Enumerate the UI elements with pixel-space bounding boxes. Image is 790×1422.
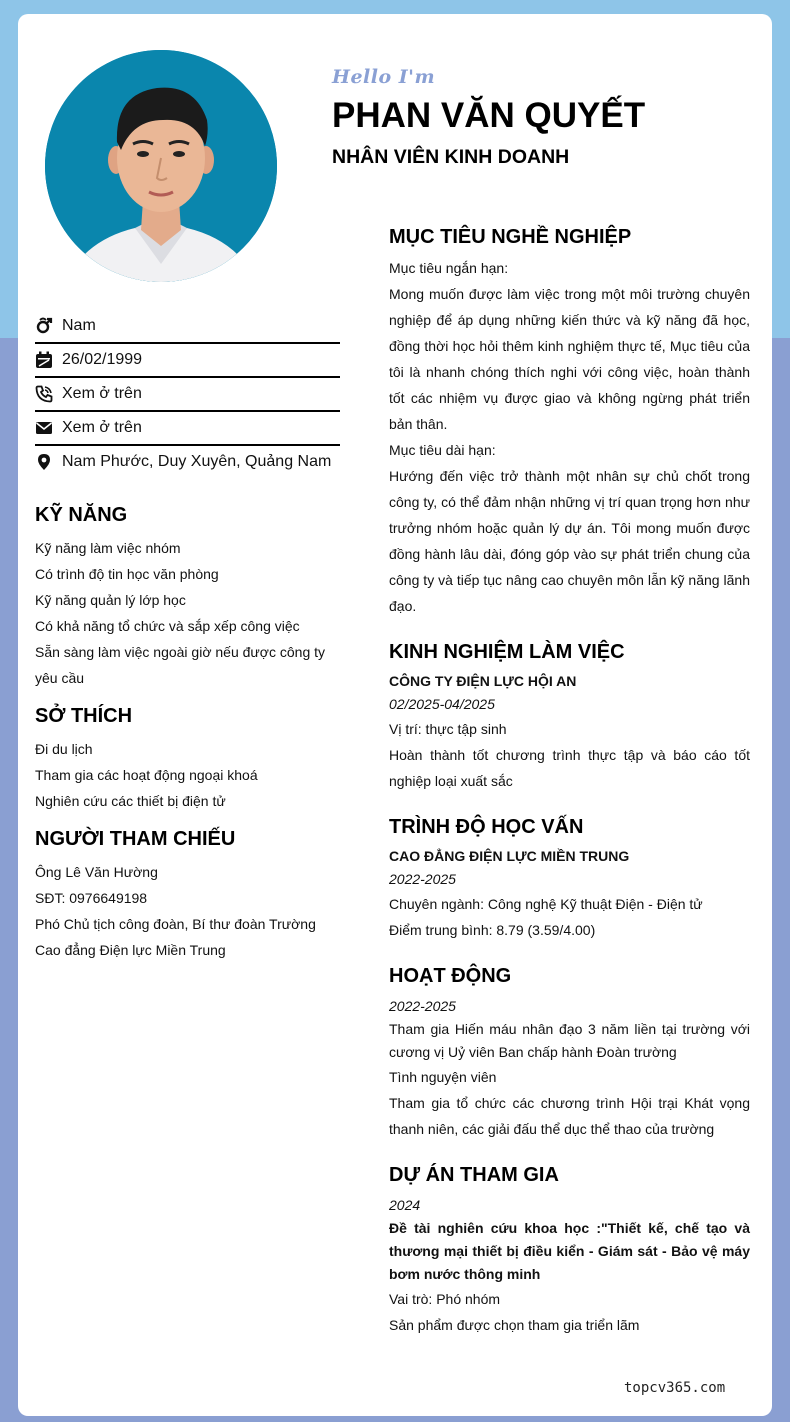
objective-short-text: Mong muốn được làm việc trong một môi trường chuyên nghiệp để áp dụng những kiến thức và kỹ năng đã học, đồng thời học hỏi thêm kinh nghiệm thực tế, Mục tiêu của tôi là nhanh chóng thích nghi với công việc, hoàn thành tốt các nhiệm vụ được giao và không ngừng phát triển bản thân. xyxy=(389,286,750,432)
left-column xyxy=(35,504,345,963)
projects-title: DỰ ÁN THAM GIA xyxy=(389,1164,559,1186)
activities-period: 2022-2025 xyxy=(389,998,456,1014)
skills-section xyxy=(35,504,345,691)
skill-item: Kỹ năng quản lý lớp học xyxy=(35,592,186,608)
hobby-item: Tham gia các hoạt động ngoại khoá xyxy=(35,767,258,783)
contact-address-value: Nam Phước, Duy Xuyên, Quảng Nam xyxy=(62,453,332,470)
projects-period: 2024 xyxy=(389,1197,421,1213)
cv-card xyxy=(18,14,772,1416)
contact-birthday-value: 26/02/1999 xyxy=(62,351,143,368)
reference-item: Ông Lê Văn Hường xyxy=(35,864,158,880)
hobbies-section xyxy=(35,705,345,814)
experience-position: Vị trí: thực tập sinh xyxy=(389,721,507,737)
projects-section xyxy=(389,1164,750,1338)
experience-section xyxy=(389,641,750,794)
education-major: Chuyên ngành: Công nghệ Kỹ thuật Điện - Điện tử xyxy=(389,896,703,912)
skill-item: Có khả năng tổ chức và sắp xếp công việc xyxy=(35,618,300,634)
contact-email xyxy=(35,412,340,446)
job-title: NHÂN VIÊN KINH DOANH xyxy=(332,146,570,168)
contact-birthday xyxy=(35,344,340,378)
candidate-name: PHAN VĂN QUYẾT xyxy=(332,96,646,135)
profile-photo xyxy=(45,50,277,282)
skill-item: Có trình độ tin học văn phòng xyxy=(35,566,219,582)
contact-gender xyxy=(35,310,340,344)
objective-short-label: Mục tiêu ngắn hạn: xyxy=(389,260,509,276)
contact-phone-value: Xem ở trên xyxy=(62,385,142,402)
experience-title: KINH NGHIỆM LÀM VIỆC xyxy=(389,641,625,663)
project-name: Đề tài nghiên cứu khoa học :"Thiết kế, chế tạo và thương mại thiết bị điều kiển - Giám sát - Bảo vệ máy bơm nước thông minh xyxy=(389,1220,750,1282)
contact-address xyxy=(35,446,340,478)
education-period: 2022-2025 xyxy=(389,871,456,887)
project-result: Sản phẩm được chọn tham gia triển lãm xyxy=(389,1317,640,1333)
contact-list xyxy=(35,310,340,478)
watermark: topcv365.com xyxy=(624,1380,726,1396)
experience-description: Hoàn thành tốt chương trình thực tập và báo cáo tốt nghiệp loại xuất sắc xyxy=(389,747,750,789)
objective-title: MỤC TIÊU NGHỀ NGHIỆP xyxy=(389,226,632,248)
location-pin-icon xyxy=(35,453,53,471)
gender-icon xyxy=(35,317,53,335)
objective-section xyxy=(389,226,750,619)
objective-long-text: Hướng đến việc trở thành một nhân sự chủ chốt trong công ty, có thể đảm nhận những vị trí quan trọng hơn như trưởng nhóm hoặc quản lý dự án. Tôi mong muốn được đồng hành lâu dài, đóng góp vào sự phát triển chung của công ty và tiếp tục nâng cao chuyên môn lẫn kỹ năng lãnh đạo. xyxy=(389,468,750,614)
education-title: TRÌNH ĐỘ HỌC VẤN xyxy=(389,816,584,838)
hobbies-title: SỞ THÍCH xyxy=(35,705,133,727)
education-gpa: Điểm trung bình: 8.79 (3.59/4.00) xyxy=(389,922,596,938)
hobby-item: Nghiên cứu các thiết bị điện tử xyxy=(35,793,226,809)
references-section xyxy=(35,828,345,963)
references-title: NGƯỜI THAM CHIẾU xyxy=(35,828,236,850)
reference-item: SĐT: 0976649198 xyxy=(35,890,148,906)
activities-title: HOẠT ĐỘNG xyxy=(389,965,512,987)
objective-long-label: Mục tiêu dài hạn: xyxy=(389,442,496,458)
experience-period: 02/2025-04/2025 xyxy=(389,696,495,712)
activity-item: Tham gia tổ chức các chương trình Hội trại Khát vọng thanh niên, các giải đấu thể dục thể thao của trường xyxy=(389,1095,750,1137)
hello-greeting: Hello I'm xyxy=(332,66,436,88)
email-icon xyxy=(35,419,53,437)
project-role: Vai trò: Phó nhóm xyxy=(389,1291,501,1307)
person-portrait-icon xyxy=(45,50,277,282)
education-section xyxy=(389,816,750,943)
education-school: CAO ĐẲNG ĐIỆN LỰC MIỀN TRUNG xyxy=(389,848,630,864)
skill-item: Kỹ năng làm việc nhóm xyxy=(35,540,181,556)
calendar-icon xyxy=(35,351,53,369)
hobby-item: Đi du lịch xyxy=(35,741,93,757)
experience-company: CÔNG TY ĐIỆN LỰC HỘI AN xyxy=(389,673,577,689)
contact-gender-value: Nam xyxy=(62,317,96,334)
skill-item: Sẵn sàng làm việc ngoài giờ nếu được công ty yêu cầu xyxy=(35,644,326,686)
activity-item: Tình nguyện viên xyxy=(389,1069,497,1085)
reference-item: Phó Chủ tịch công đoàn, Bí thư đoàn Trường Cao đẳng Điện lực Miền Trung xyxy=(35,916,316,958)
contact-email-value: Xem ở trên xyxy=(62,419,142,436)
right-column xyxy=(389,226,750,1338)
phone-icon xyxy=(35,385,53,403)
activities-section xyxy=(389,965,750,1142)
skills-title: KỸ NĂNG xyxy=(35,504,128,526)
activity-item: Tham gia Hiến máu nhân đạo 3 năm liền tại trường với cương vị Uỷ viên Ban chấp hành Đoàn trường xyxy=(389,1021,750,1060)
contact-phone xyxy=(35,378,340,412)
